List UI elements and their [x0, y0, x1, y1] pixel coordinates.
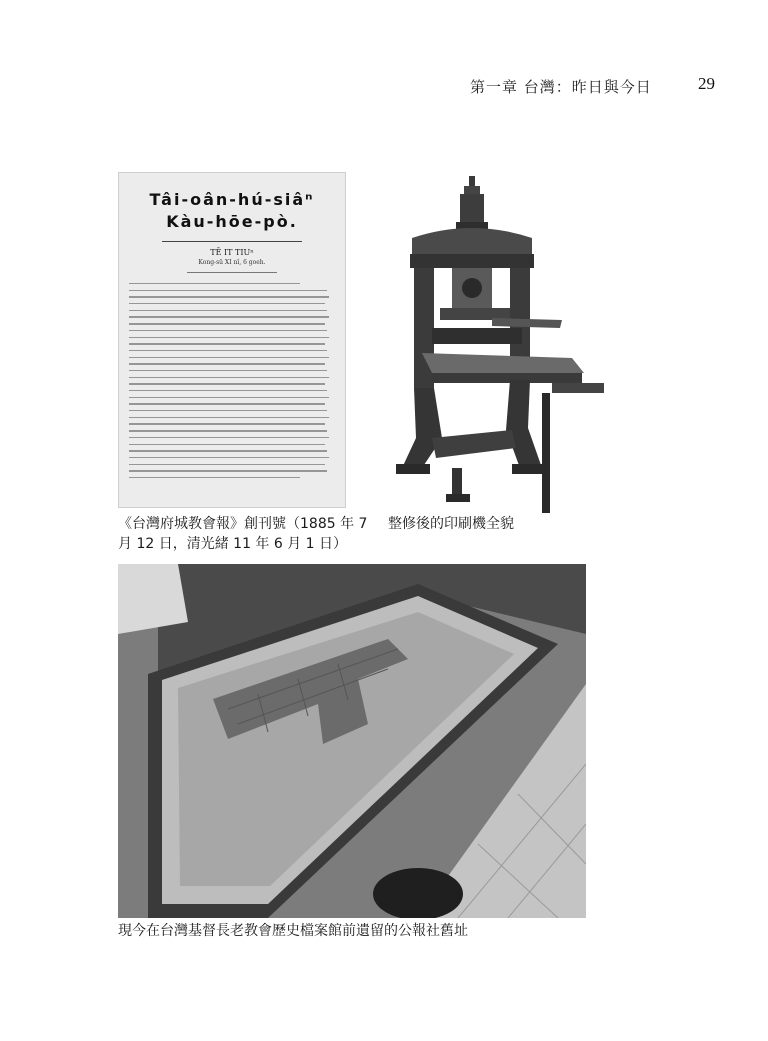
newspaper-text-line — [129, 444, 325, 445]
historic-site-photo — [118, 564, 586, 918]
newspaper-text-line — [129, 430, 327, 431]
page-number: 29 — [698, 74, 715, 93]
newspaper-text-line — [129, 343, 325, 344]
issue-label: TĒ IT TIUⁿ — [210, 248, 254, 257]
issue-rule — [187, 272, 277, 273]
newspaper-text-line — [129, 350, 327, 351]
newspaper-text-line — [129, 357, 329, 358]
masthead-line-2: Kàu-hōe-pò. — [166, 212, 298, 231]
newspaper-text-line — [129, 316, 329, 317]
newspaper-text-line — [129, 383, 325, 384]
newspaper-text-line — [129, 450, 327, 451]
newspaper-text-line — [129, 437, 329, 438]
newspaper-masthead — [119, 189, 345, 233]
newspaper-text-line — [129, 377, 329, 378]
masthead-line-1: Tâi-oân-hú-siâⁿ — [149, 190, 315, 209]
newspaper-body-text — [119, 279, 345, 478]
newspaper-text-line — [129, 410, 327, 411]
running-head: 第一章 台灣：昨日與今日 — [470, 78, 652, 96]
newspaper-text-line — [129, 470, 327, 471]
newspaper-text-line — [129, 283, 300, 284]
newspaper-text-line — [129, 323, 325, 324]
masthead-rule — [162, 241, 302, 242]
newspaper-text-line — [129, 290, 327, 291]
newspaper-text-line — [129, 363, 325, 364]
newspaper-text-line — [129, 477, 300, 478]
newspaper-text-line — [129, 417, 329, 418]
newspaper-text-line — [129, 303, 325, 304]
newspaper-text-line — [129, 337, 329, 338]
printing-press-image — [392, 168, 614, 520]
newspaper-text-line — [129, 464, 325, 465]
newspaper-text-line — [129, 397, 329, 398]
newspaper-text-line — [129, 330, 327, 331]
newspaper-text-line — [129, 403, 325, 404]
site-caption: 現今在台灣基督長老教會歷史檔案館前遺留的公報社舊址 — [118, 923, 468, 939]
issue-date: Kong-sū XI nî, 6 goeh. — [198, 259, 266, 266]
newspaper-text-line — [129, 296, 329, 297]
newspaper-text-line — [129, 390, 327, 391]
newspaper-text-line — [129, 370, 327, 371]
newspaper-text-line — [129, 457, 329, 458]
newspaper-caption: 《台灣府城教會報》創刊號（1885 年 7 月 12 日，清光緒 11 年 6 月 1 日） — [118, 516, 368, 552]
newspaper-text-line — [129, 310, 327, 311]
newspaper-text-line — [129, 423, 325, 424]
press-caption: 整修後的印刷機全貌 — [388, 516, 514, 532]
newspaper-facsimile — [118, 172, 346, 508]
